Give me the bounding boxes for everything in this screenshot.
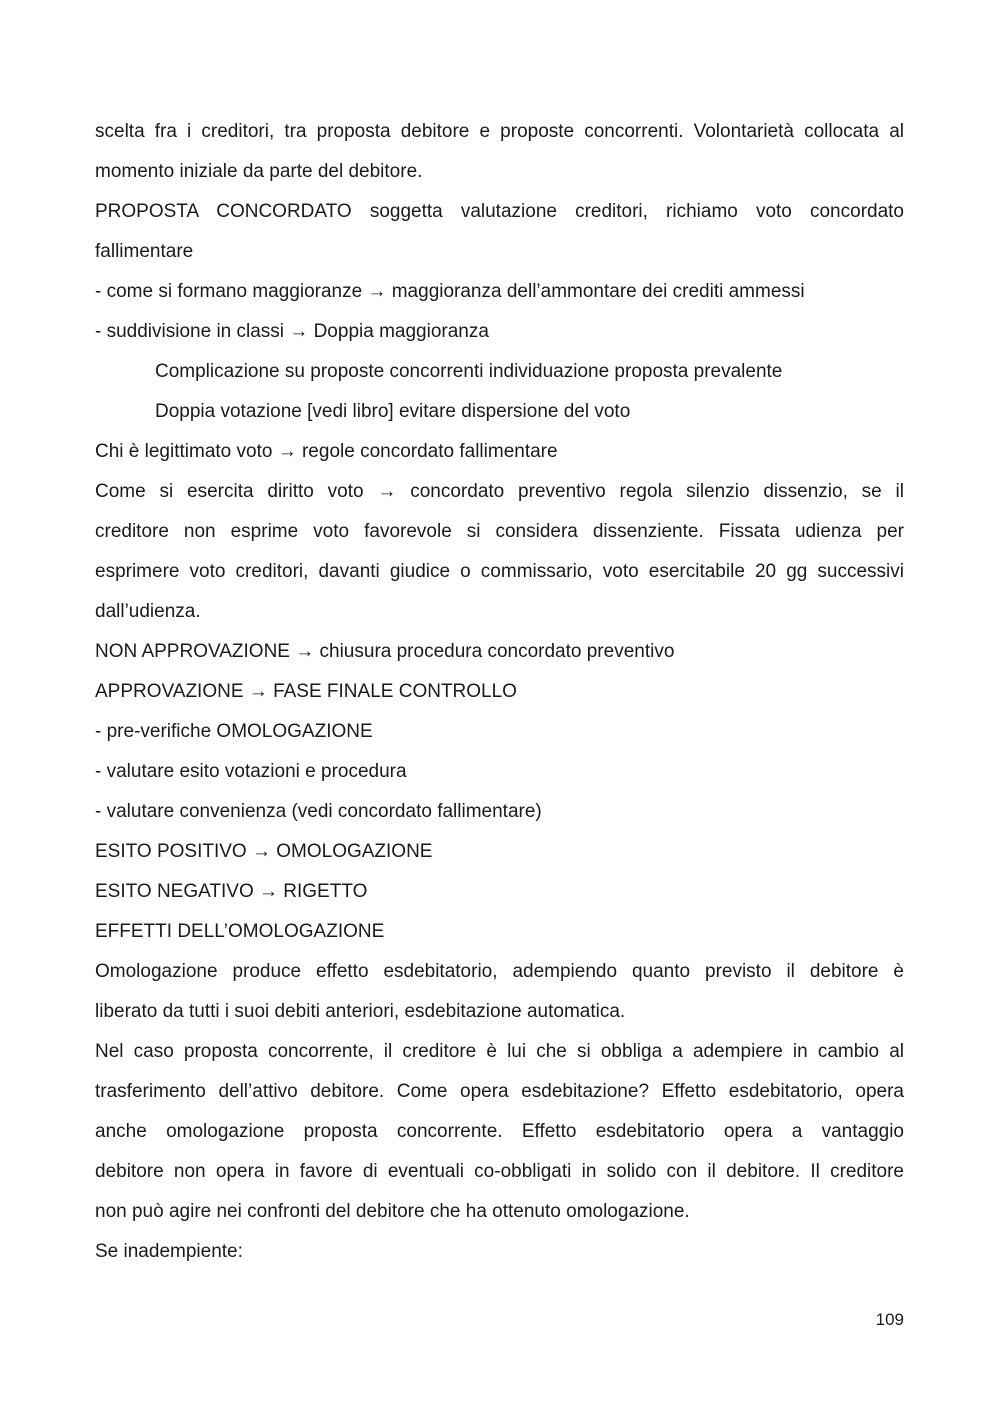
text-line: scelta fra i creditori, tra proposta debitore e proposte concorrenti. Volontarietà collocata al [95,121,904,142]
page-number: 109 [875,1310,904,1329]
text-line: Chi è legittimato voto → regole concordato fallimentare [95,441,558,462]
text-line: Nel caso proposta concorrente, il creditore è lui che si obbliga a adempiere in cambio al [95,1041,904,1062]
indented-line: Complicazione su proposte concorrenti individuazione proposta prevalente [155,361,783,382]
list-item: - come si formano maggioranze → maggioranza dell’ammontare dei crediti ammessi [95,281,805,302]
text-line: Omologazione produce effetto esdebitatorio, adempiendo quanto previsto il debitore è [95,961,904,982]
text-line: APPROVAZIONE → FASE FINALE CONTROLLO [95,681,517,702]
text-line: trasferimento dell’attivo debitore. Come opera esdebitazione? Effetto esdebitatorio, opera [95,1081,904,1102]
section-heading: EFFETTI DELL’OMOLOGAZIONE [95,921,385,942]
text-line: fallimentare [95,241,194,262]
text-line: PROPOSTA CONCORDATO soggetta valutazione creditori, richiamo voto concordato [95,201,904,222]
indented-line: Doppia votazione [vedi libro] evitare dispersione del voto [155,401,631,422]
text-line: Se inadempiente: [95,1241,243,1262]
text-line: ESITO POSITIVO → OMOLOGAZIONE [95,841,433,862]
text-line: NON APPROVAZIONE → chiusura procedura concordato preventivo [95,641,675,662]
text-line: non può agire nei confronti del debitore che ha ottenuto omologazione. [95,1201,690,1222]
text-line: anche omologazione proposta concorrente. Effetto esdebitatorio opera a vantaggio [95,1121,904,1142]
text-line: esprimere voto creditori, davanti giudice o commissario, voto esercitabile 20 gg successivi [95,561,904,582]
list-item: - valutare esito votazioni e procedura [95,761,407,782]
text-line: ESITO NEGATIVO → RIGETTO [95,881,368,902]
text-line: momento iniziale da parte del debitore. [95,161,423,182]
list-item: - pre-verifiche OMOLOGAZIONE [95,721,373,742]
text-line: creditore non esprime voto favorevole si considera dissenziente. Fissata udienza per [95,521,904,542]
list-item: - valutare convenienza (vedi concordato fallimentare) [95,801,542,822]
text-line: dall’udienza. [95,601,201,622]
list-item: - suddivisione in classi → Doppia maggioranza [95,321,489,342]
text-line: liberato da tutti i suoi debiti anteriori, esdebitazione automatica. [95,1001,626,1022]
text-line: Come si esercita diritto voto → concordato preventivo regola silenzio dissenzio, se il [95,481,904,502]
text-line: debitore non opera in favore di eventuali co-obbligati in solido con il debitore. Il creditore [95,1161,904,1182]
page-body [95,112,904,1272]
